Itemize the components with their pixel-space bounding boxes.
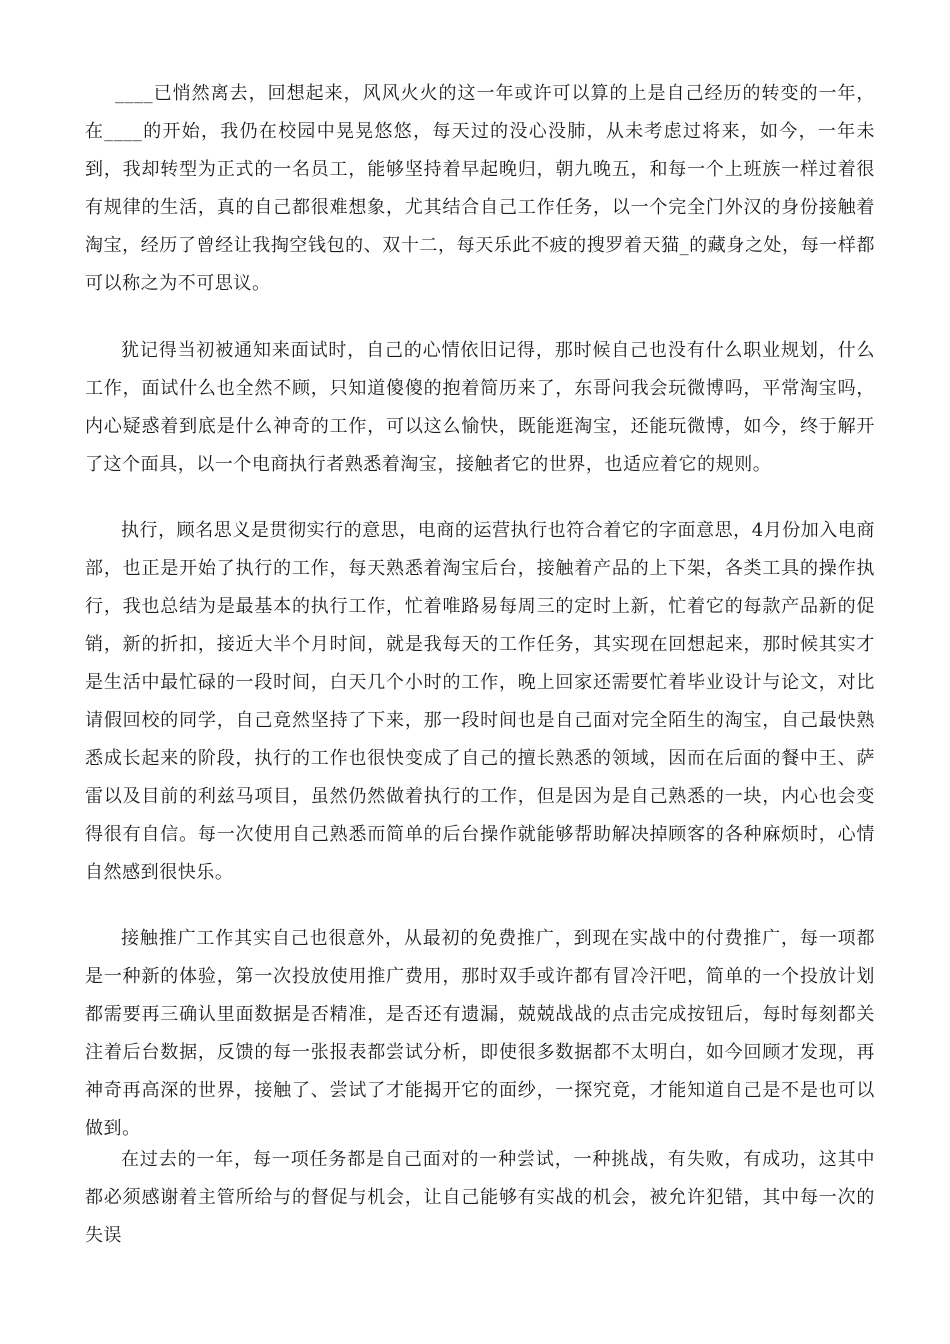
paragraph-promotion-work: 接触推广工作其实自己也很意外，从最初的免费推广，到现在实战中的付费推广，每一项都是一种新的体验，第一次投放使用推广费用，那时双手或许都有冒冷汗吧，简单的一个投放计划都需要再三确认里面数据是否精准，是否还有遗漏，兢兢战战的点击完成按钮后，每时每刻都关注着后台数据，反馈的每一张报表都尝试分析，即使很多数据都不太明白，如今回顾才发现，再神奇再高深的世界，接触了、尝试了才能揭开它的面纱，一探究竟，才能知道自己是不是也可以做到。	[85, 928, 875, 1139]
paragraph-year-review-intro: ____已悄然离去，回想起来，风风火火的这一年或许可以算的上是自己经历的转变的一年，在____的开始，我仍在校园中晃晃悠悠，每天过的没心没肺，从未考虑过将来，如今，一年未到，我却转型为正式的一名员工，能够坚持着早起晚归，朝九晚五，和每一个上班族一样过着很有规律的生活，真的自己都很难想象，尤其结合自己工作任务，以一个完全门外汉的身份接触着淘宝，经历了曾经让我掏空钱包的、双十二，每天乐此不疲的搜罗着天猫_的藏身之处，每一样都可以称之为不可思议。	[85, 83, 875, 294]
paragraph-past-year-challenges: 在过去的一年，每一项任务都是自己面对的一种尝试，一种挑战，有失败，有成功，这其中都必须感谢着主管所给与的督促与机会，让自己能够有实战的机会，被允许犯错，其中每一次的失误	[85, 1149, 875, 1246]
paragraph-execution-work: 执行，顾名思义是贯彻实行的意思，电商的运营执行也符合着它的字面意思，4月份加入电商部，也正是开始了执行的工作，每天熟悉着淘宝后台，接触着产品的上下架，各类工具的操作执行，我也总结为是最基本的执行工作，忙着唯路易每周三的定时上新，忙着它的每款产品新的促销，新的折扣，接近大半个月时间，就是我每天的工作任务，其实现在回想起来，那时候其实才是生活中最忙碌的一段时间，白天几个小时的工作，晚上回家还需要忙着毕业设计与论文，对比请假回校的同学，自己竟然坚持了下来，那一段时间也是自己面对完全陌生的淘宝，自己最快熟悉成长起来的阶段，执行的工作也很快变成了自己的擅长熟悉的领域，因而在后面的餐中王、萨雷以及目前的利兹马项目，虽然仍然做着执行的工作，但是因为是自己熟悉的一块，内心也会变得很有自信。每一次使用自己熟悉而简单的后台操作就能够帮助解决掉顾客的各种麻烦时，心情自然感到很快乐。	[85, 520, 875, 883]
paragraph-interview-memory: 犹记得当初被通知来面试时，自己的心情依旧记得，那时候自己也没有什么职业规划，什么工作，面试什么也全然不顾，只知道傻傻的抱着简历来了，东哥问我会玩微博吗，平常淘宝吗，内心疑惑着到底是什么神奇的工作，可以这么愉快，既能逛淘宝，还能玩微博，如今，终于解开了这个面具，以一个电商执行者熟悉着淘宝，接触者它的世界，也适应着它的规则。	[85, 340, 875, 475]
